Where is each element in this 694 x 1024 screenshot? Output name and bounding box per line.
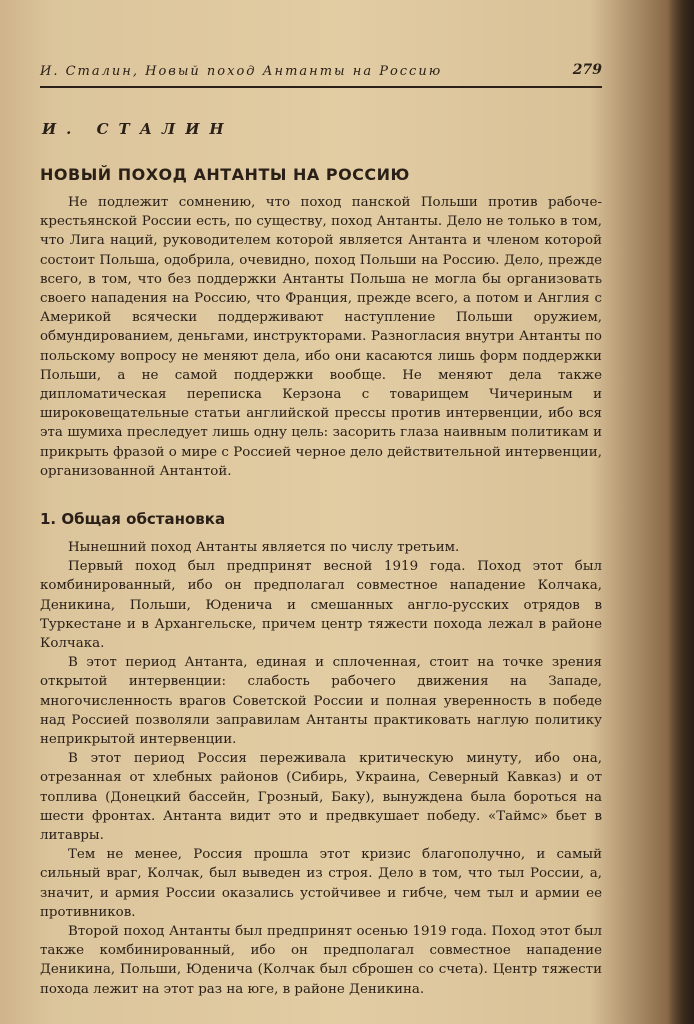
- section-heading: 1. Общая обстановка: [40, 510, 226, 528]
- article-author: И. СТАЛИН: [42, 120, 234, 138]
- paragraph: В этот период Россия переживала критическую минуту, ибо она, отрезанная от хлебных районов (Сибирь, Украина, Северный Кавказ) и от топлива (Донецкий бассейн, Грозный, Баку), вынуждена была бороться на шести фронтах. Антанта видит это и предвкушает победу. «Таймс» бьет в литавры.: [40, 751, 602, 844]
- running-title: И. Сталин, Новый поход Антанты на Россию: [40, 64, 443, 79]
- paragraph: Первый поход был предпринят весной 1919 года. Поход этот был комбинированный, ибо он предполагал совместное нападение Колчака, Деникина, Польши, Юденича и смешанных англо-русских отрядов в Туркестане и в Архангельске, причем центр тяжести похода лежал в районе Колчака.: [40, 559, 602, 652]
- page-edge-shadow: [668, 0, 694, 1024]
- article-title: НОВЫЙ ПОХОД АНТАНТЫ НА РОССИЮ: [40, 165, 410, 184]
- page-number: 279: [572, 62, 602, 78]
- intro-paragraph: Не подлежит сомнению, что поход панской Польши против рабоче-крестьянской России есть, по существу, поход Антанты. Дело не только в том, что Лига наций, руководителем которой является Антанта и членом которой состоит Польша, одобрила, очевидно, поход Польши на Россию. Дело, прежде всего, в том, что без поддержки Антанты Польша не могла бы организовать своего нападения на Россию, что Франция, прежде всего, а потом и Англия с Америкой всячески поддерживают наступление Польши оружием, обмундированием, деньгами, инструкторами. Разногласия внутри Антанты по польскому вопросу не меняют дела, ибо они касаются лишь форм поддержки Польши, а не самой поддержки вообще. Не меняют дела также дипломатическая переписка Керзона с товарищем Чичериным и широковещательные статьи английской прессы против интервенции, ибо вся эта шумиха преследует лишь одну цель: засорить глаза наивным политикам и прикрыть фразой о мире с Россией черное дело действительной интервенции, организованной Антантой.: [40, 195, 602, 479]
- paragraph: Второй поход Антанты был предпринят осенью 1919 года. Поход этот был также комбинированный, ибо он предполагал совместное нападение Деникина, Польши, Юденича (Колчак был сброшен со счета). Центр тяжести похода лежит на этот раз на юге, в районе Деникина.: [40, 924, 602, 997]
- paragraph: Нынешний поход Антанты является по числу третьим.: [68, 540, 460, 555]
- paragraph: Тем не менее, Россия прошла этот кризис благополучно, и самый сильный враг, Колчак, был выведен из строя. Дело в том, что тыл России, а, значит, и армия России оказались устойчивее и гибче, чем тыл и армии ее противников.: [40, 847, 602, 920]
- paragraph: В этот период Антанта, единая и сплоченная, стоит на точке зрения открытой интервенции: слабость рабочего движения на Западе, многочисленность врагов Советской России и полная уверенность в победе над Россией позволяли заправилам Антанты практиковать наглую политику неприкрытой интервенции.: [40, 655, 602, 748]
- section-text: [40, 538, 602, 999]
- running-header: [40, 58, 602, 88]
- intro-text: [40, 193, 602, 481]
